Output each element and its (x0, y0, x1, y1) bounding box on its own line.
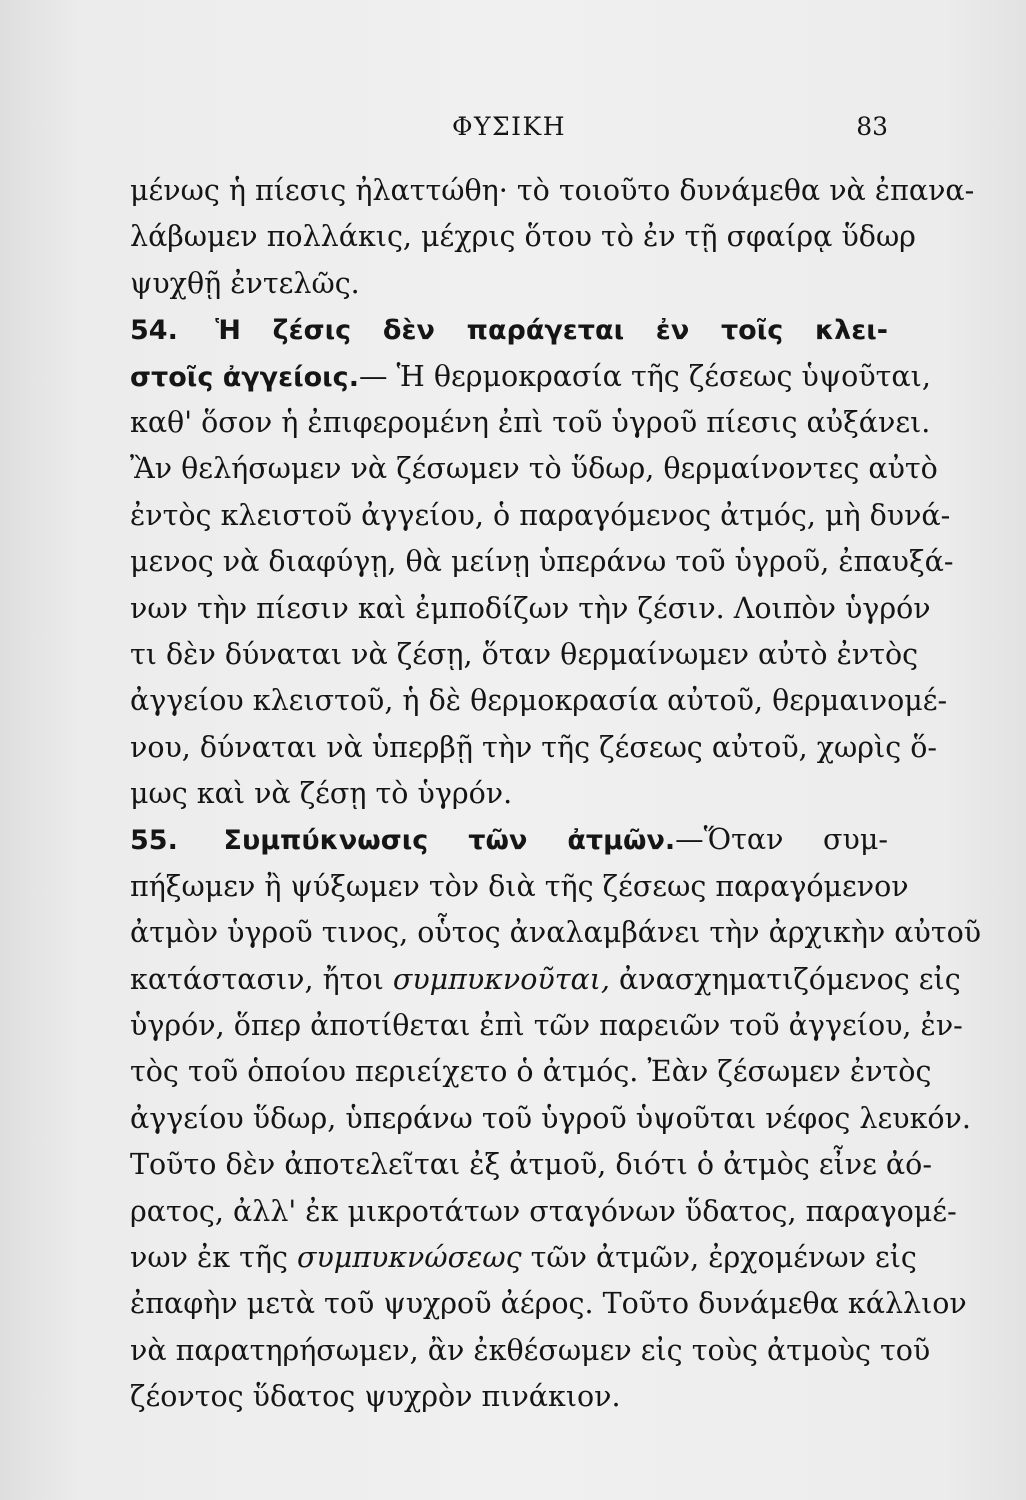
page-header (130, 112, 888, 146)
text-line: ἀτμὸν ὑγροῦ τινος, οὗτος ἀναλαμβάνει τὴν ἀρχικὴν αὐτοῦ (130, 916, 982, 950)
section-54-heading-cont: στοῖς ἀγγείοις. (130, 361, 359, 393)
text-run: — Ἡ θερμοκρασία τῆς ζέσεως ὑψοῦται, (358, 359, 931, 393)
text-line: πήξωμεν ἢ ψύξωμεν τὸν διὰ τῆς ζέσεως παραγόμενον (130, 869, 909, 903)
text-line: ἐπαφὴν μετὰ τοῦ ψυχροῦ ἀέρος. Τοῦτο δυνάμεθα κάλλιον (130, 1287, 967, 1321)
running-title: ΦΥΣΙΚΗ (451, 112, 567, 141)
text-line: ὑγρόν, ὅπερ ἀποτίθεται ἐπὶ τῶν παρειῶν τοῦ ἀγγείου, ἐν- (130, 1009, 963, 1043)
text-run: ἀνασχηματιζόμενος εἰς (619, 962, 961, 996)
text-line: τὸς τοῦ ὁποίου περιείχετο ὁ ἀτμός. Ἐὰν ζέσωμεν ἐντὸς (130, 1055, 932, 1089)
text-line: νων τὴν πίεσιν καὶ ἐμποδίζων τὴν ζέσιν. Λοιπὸν ὑγρόν (130, 591, 931, 625)
text-line: μως καὶ νὰ ζέσῃ τὸ ὑγρόν. (130, 777, 513, 811)
text-line (130, 1235, 917, 1281)
section-55-number: 55. (130, 825, 178, 857)
italic-term: συμπυκνώσεως (296, 1240, 522, 1274)
text-run: τῶν ἀτμῶν, ἐρχομένων εἰς (530, 1240, 917, 1274)
text-line (130, 354, 931, 400)
text-line: ρατος, ἀλλ' ἐκ μικροτάτων σταγόνων ὕδατος, παραγομέ- (130, 1194, 957, 1228)
body-text (130, 168, 982, 1421)
text-line: Ἂν θελήσωμεν νὰ ζέσωμεν τὸ ὕδωρ, θερμαίνοντες αὐτὸ (130, 452, 938, 486)
text-line: μένως ἡ πίεσις ἠλαττώθη· τὸ τοιοῦτο δυνάμεθα νὰ ἐπανα- (130, 174, 975, 207)
text-line: νὰ παρατηρήσωμεν, ἂν ἐκθέσωμεν εἰς τοὺς ἀτμοὺς τοῦ (130, 1333, 931, 1367)
text-line: καθ' ὅσον ἡ ἐπιφερομένη ἐπὶ τοῦ ὑγροῦ πίεσις αὐξάνει. (130, 405, 931, 439)
text-run: νων ἐκ τῆς (130, 1240, 288, 1274)
page-number: 83 (856, 112, 888, 141)
italic-term: συμπυκνοῦται, (392, 962, 610, 996)
text-line: ἀγγείου ὕδωρ, ὑπεράνω τοῦ ὑγροῦ ὑψοῦται νέφος λευκόν. (130, 1101, 971, 1135)
text-line: τι δὲν δύναται νὰ ζέσῃ, ὅταν θερμαίνωμεν αὐτὸ ἐντὸς (130, 637, 919, 671)
text-line (130, 957, 961, 1003)
section-54-heading-line (130, 307, 888, 353)
text-run: —Ὅταν συμ- (675, 823, 888, 857)
section-54-number: 54. (130, 315, 178, 347)
text-line: λάβωμεν πολλάκις, μέχρις ὅτου τὸ ἐν τῇ σφαίρᾳ ὕδωρ (130, 220, 916, 254)
text-line: νου, δύναται νὰ ὑπερβῇ τὴν τῆς ζέσεως αὐτοῦ, χωρὶς ὅ- (130, 730, 938, 764)
section-55-heading: Συμπύκνωσις τῶν ἀτμῶν. (223, 825, 676, 857)
section-55-heading-line (130, 817, 888, 863)
text-line: ψυχθῇ ἐντελῶς. (130, 266, 360, 300)
text-line: Τοῦτο δὲν ἀποτελεῖται ἐξ ἀτμοῦ, διότι ὁ ἀτμὸς εἶνε ἀό- (130, 1148, 932, 1182)
text-line: μενος νὰ διαφύγῃ, θὰ μείνῃ ὑπεράνω τοῦ ὑγροῦ, ἐπαυξά- (130, 545, 954, 579)
text-line: ἀγγείου κλειστοῦ, ἡ δὲ θερμοκρασία αὐτοῦ, θερμαινομέ- (130, 684, 948, 718)
text-run: κατάστασιν, ἤτοι (130, 962, 384, 996)
section-54-heading: Ἡ ζέσις δὲν παράγεται ἐν τοῖς κλει- (215, 315, 889, 347)
text-line: ζέοντος ὕδατος ψυχρὸν πινάκιον. (130, 1380, 621, 1414)
text-line: ἐντὸς κλειστοῦ ἀγγείου, ὁ παραγόμενος ἀτμός, μὴ δυνά- (130, 498, 951, 532)
